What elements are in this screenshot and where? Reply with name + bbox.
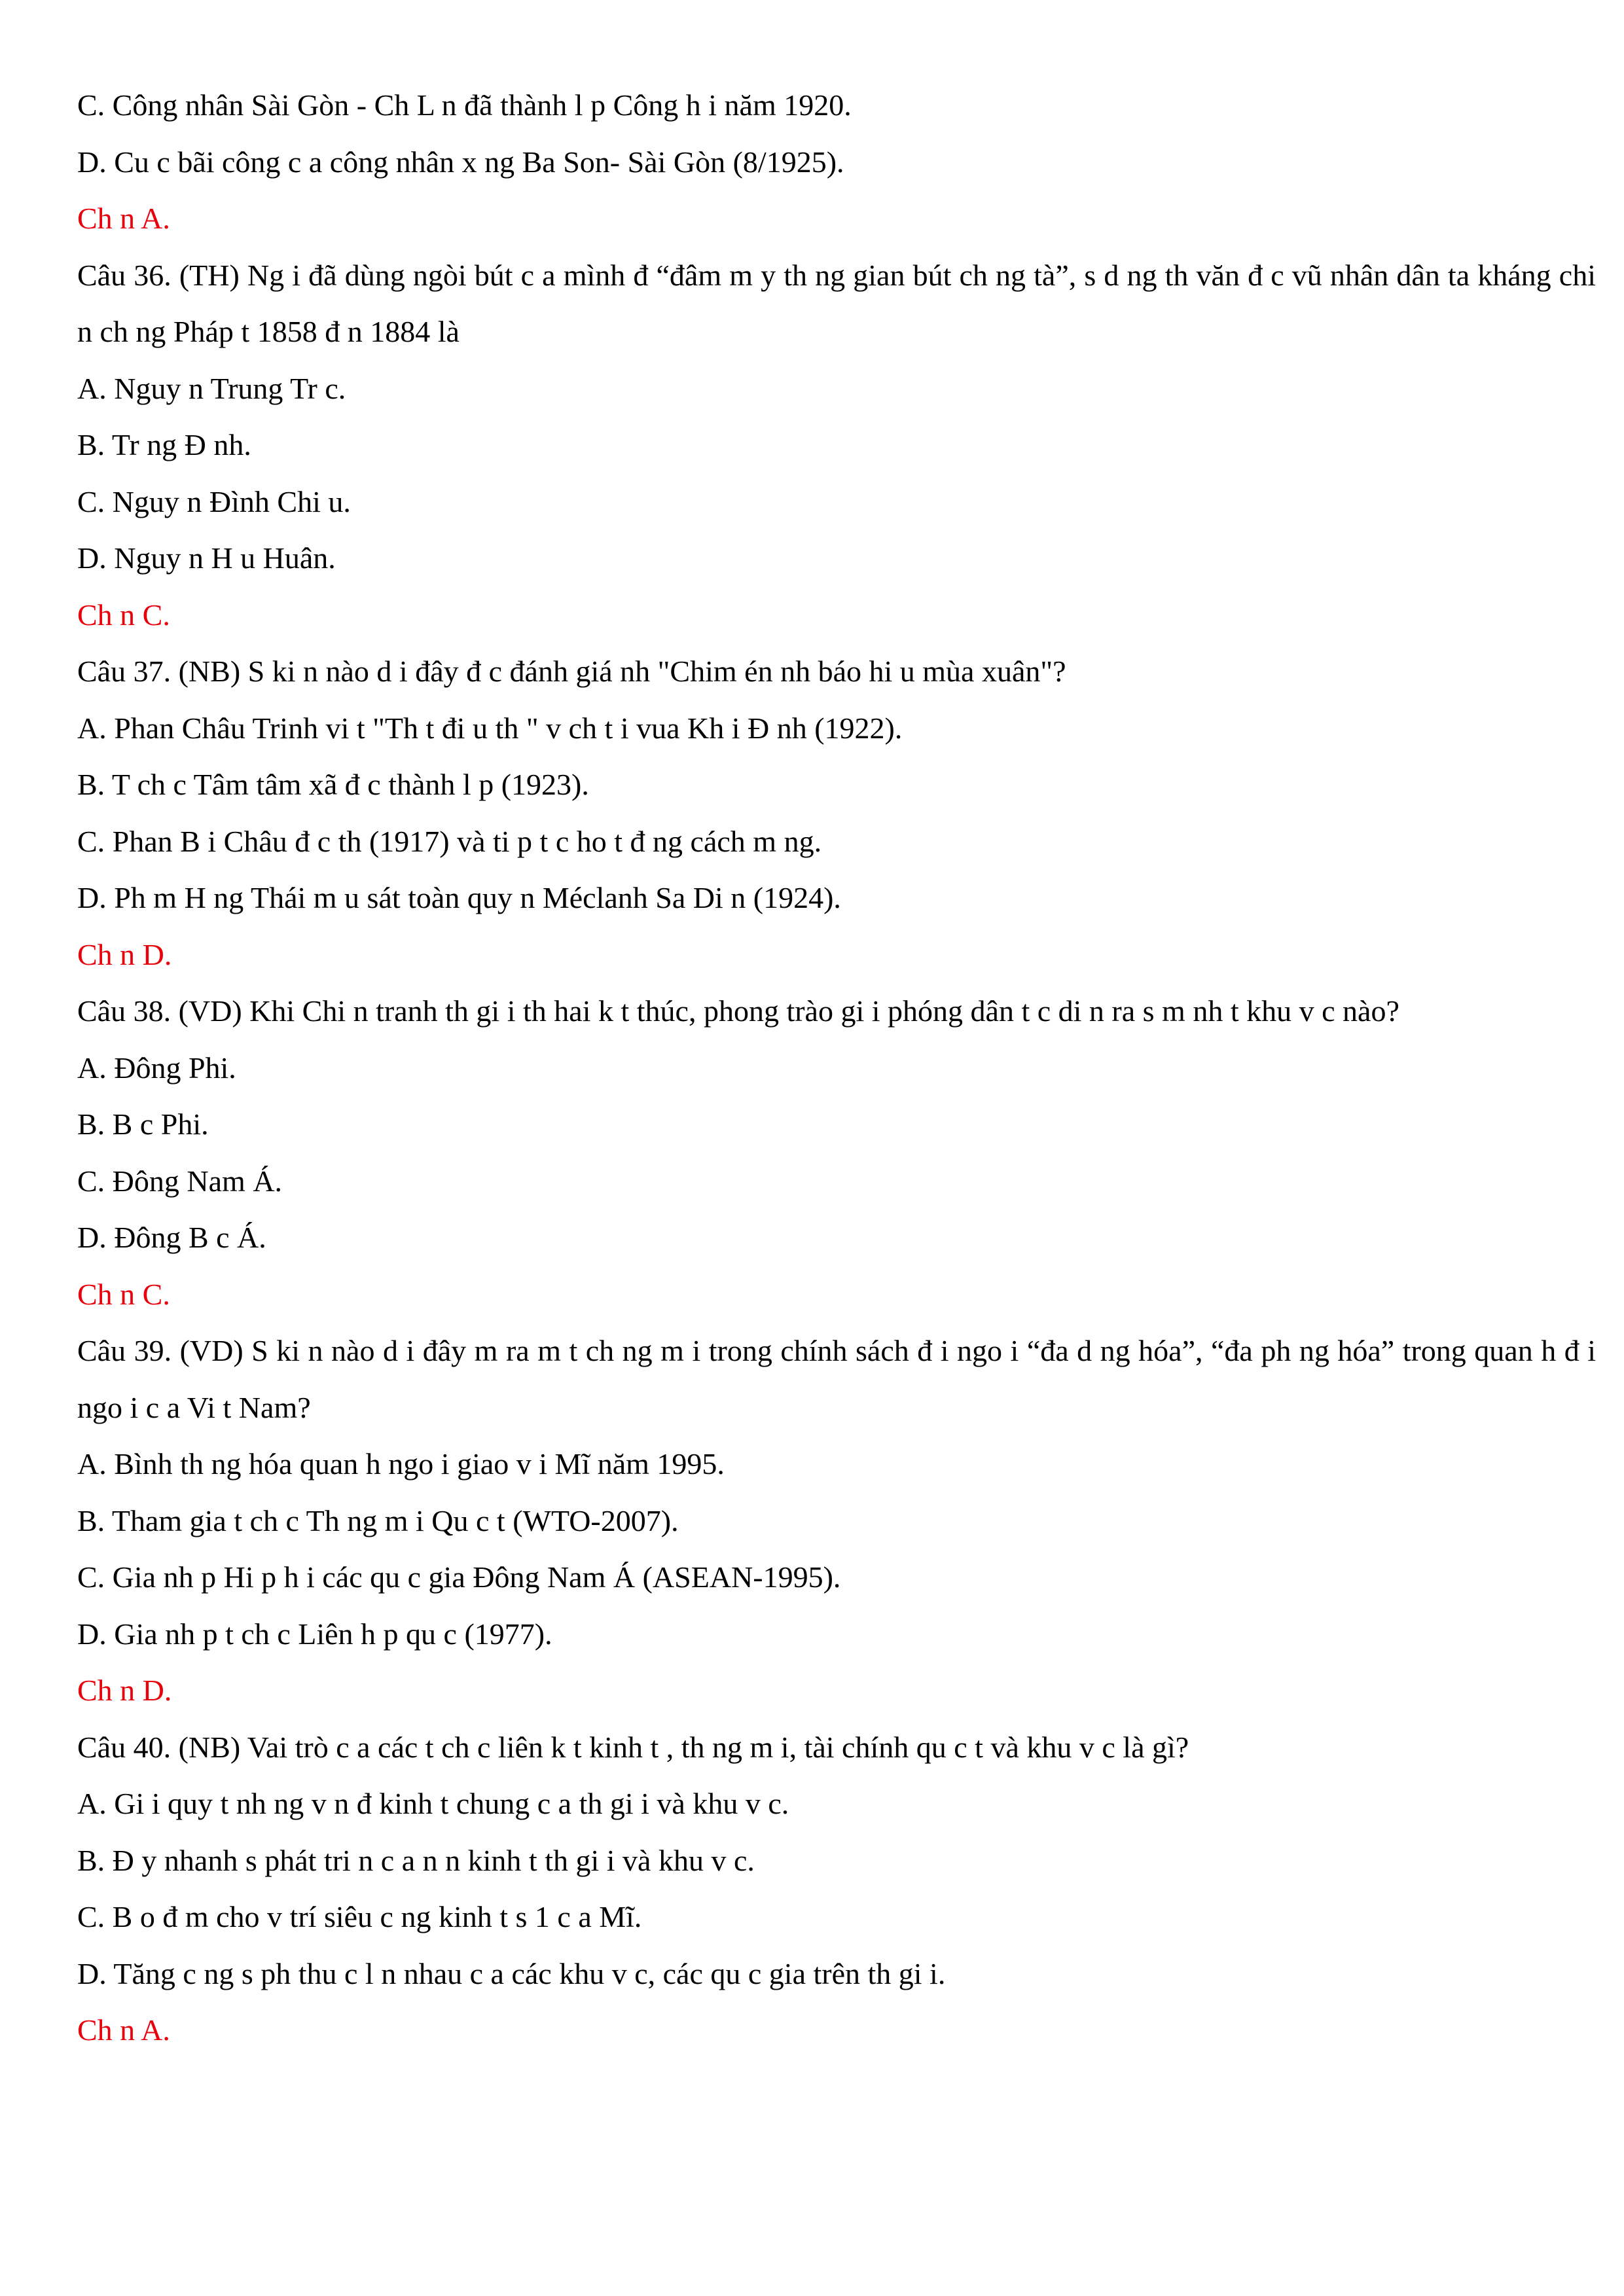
- carryover-answer: Ch n A.: [77, 202, 170, 235]
- question-38-answer: Ch n C.: [77, 1277, 170, 1311]
- question-39-stem: Câu 39. (VD) S ki n nào d i đây m ra m t ch ng m i trong chính sách đ i ngo i “đa d ng hóa”, “đa ph ng hóa” trong quan h đ i ngo i c a Vi t Nam?: [77, 1334, 1596, 1424]
- carryover-option-d: D. Cu c bãi công c a công nhân x ng Ba Son- Sài Gòn (8/1925).: [77, 145, 844, 179]
- question-37-option-d: D. Ph m H ng Thái m u sát toàn quy n Méclanh Sa Di n (1924).: [77, 881, 841, 914]
- carryover-option-c: C. Công nhân Sài Gòn - Ch L n đã thành l p Công h i năm 1920.: [77, 88, 852, 122]
- question-39-option-d: D. Gia nh p t ch c Liên h p qu c (1977).: [77, 1617, 552, 1651]
- question-37-answer: Ch n D.: [77, 937, 172, 971]
- question-39-option-a: A. Bình th ng hóa quan h ngo i giao v i Mĩ năm 1995.: [77, 1447, 725, 1480]
- question-38-stem: Câu 38. (VD) Khi Chi n tranh th gi i th hai k t thúc, phong trào gi i phóng dân t c di n ra s m nh t khu v c nào?: [77, 994, 1399, 1028]
- question-36-option-b: B. Tr ng Đ nh.: [77, 428, 251, 461]
- question-36-answer: Ch n C.: [77, 598, 170, 632]
- question-40-option-d: D. Tăng c ng s ph thu c l n nhau c a các khu v c, các qu c gia trên th gi i.: [77, 1956, 946, 1990]
- question-36-option-d: D. Nguy n H u Huân.: [77, 541, 336, 575]
- question-37-option-a: A. Phan Châu Trinh vi t "Th t đi u th " v ch t i vua Kh i Đ nh (1922).: [77, 711, 903, 745]
- question-40-stem: Câu 40. (NB) Vai trò c a các t ch c liên k t kinh t , th ng m i, tài chính qu c t và khu v c là gì?: [77, 1730, 1189, 1764]
- question-39-option-b: B. Tham gia t ch c Th ng m i Qu c t (WTO-2007).: [77, 1503, 679, 1537]
- question-37-option-c: C. Phan B i Châu đ c th (1917) và ti p t c ho t đ ng cách m ng.: [77, 824, 822, 858]
- question-38-option-b: B. B c Phi.: [77, 1107, 209, 1141]
- question-39-option-c: C. Gia nh p Hi p h i các qu c gia Đông Nam Á (ASEAN-1995).: [77, 1560, 841, 1594]
- question-36-option-a: A. Nguy n Trung Tr c.: [77, 371, 346, 405]
- question-36-stem: Câu 36. (TH) Ng i đã dùng ngòi bút c a mình đ “đâm m y th ng gian bút ch ng tà”, s d ng th văn đ c vũ nhân dân ta kháng chi n ch ng Pháp t 1858 đ n 1884 là: [77, 258, 1596, 348]
- question-37-stem: Câu 37. (NB) S ki n nào d i đây đ c đánh giá nh "Chim én nh báo hi u mùa xuân"?: [77, 655, 1066, 688]
- question-37-option-b: B. T ch c Tâm tâm xã đ c thành l p (1923).: [77, 768, 589, 801]
- question-40-option-a: A. Gi i quy t nh ng v n đ kinh t chung c a th gi i và khu v c.: [77, 1787, 789, 1820]
- question-38-option-d: D. Đông B c Á.: [77, 1221, 266, 1254]
- document-page: [77, 77, 1596, 2059]
- question-40-option-c: C. B o đ m cho v trí siêu c ng kinh t s 1 c a Mĩ.: [77, 1900, 642, 1933]
- question-38-option-c: C. Đông Nam Á.: [77, 1164, 283, 1198]
- question-40-option-b: B. Đ y nhanh s phát tri n c a n n kinh t th gi i và khu v c.: [77, 1843, 755, 1877]
- question-36-option-c: C. Nguy n Đình Chi u.: [77, 484, 351, 518]
- question-38-option-a: A. Đông Phi.: [77, 1050, 236, 1085]
- question-39-answer: Ch n D.: [77, 1674, 172, 1707]
- question-40-answer: Ch n A.: [77, 2013, 170, 2047]
